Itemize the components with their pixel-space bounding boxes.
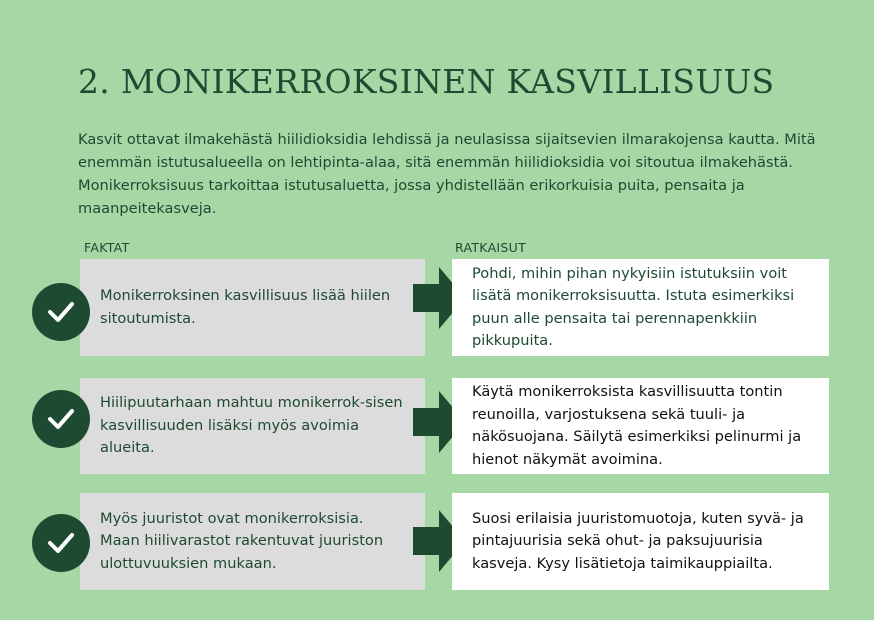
checkmark-icon <box>32 283 90 341</box>
solution-box <box>452 493 829 590</box>
solution-text: Pohdi, mihin pihan nykyisiin istutuksiin voit lisätä monikerroksisuutta. Istuta esimerkiksi puun alle pensaita tai perennapenkkiin pikkupuita. <box>472 264 795 349</box>
checkmark-icon <box>32 514 90 572</box>
fact-text: Hiilipuutarhaan mahtuu monikerrok-sisen kasvillisuuden lisäksi myös avoimia alueita. <box>100 394 403 457</box>
page-title: 2. MONIKERROKSINEN KASVILLISUUS <box>78 62 775 101</box>
solutions-column-label: RATKAISUT <box>455 240 527 255</box>
facts-column-label: FAKTAT <box>84 240 130 255</box>
fact-box <box>80 259 425 356</box>
solution-text: Suosi erilaisia juuristomuotoja, kuten syvä- ja pintajuurisia sekä ohut- ja paksujuurisia kasveja. Kysy lisätietoja taimikauppiailta. <box>472 509 804 572</box>
fact-text: Myös juuristot ovat monikerroksisia. Maan hiilivarastot rakentuvat juuriston ulottuvuuksien mukaan. <box>100 509 384 572</box>
fact-box <box>80 378 425 474</box>
solution-box <box>452 378 829 474</box>
fact-box <box>80 493 425 590</box>
fact-text: Monikerroksinen kasvillisuus lisää hiilen sitoutumista. <box>100 287 391 327</box>
solution-box <box>452 259 829 356</box>
solution-text: Käytä monikerroksista kasvillisuutta tontin reunoilla, varjostuksena sekä tuuli- ja näkösuojana. Säilytä esimerkiksi pelinurmi ja hienot näkymät avoimina. <box>472 383 802 468</box>
checkmark-icon <box>32 390 90 448</box>
intro-paragraph: Kasvit ottavat ilmakehästä hiilidioksidia lehdissä ja neulasissa sijaitsevien ilmarakojensa kautta. Mitä enemmän istutusalueella on lehtipinta-alaa, sitä enemmän hiilidioksidia voi sitoutua ilmakehästä. Monikerroksisuus tarkoittaa istutusaluetta, jossa yhdistellään erikorkuisia puita, pensaita ja maanpeitekasveja. <box>78 131 816 217</box>
